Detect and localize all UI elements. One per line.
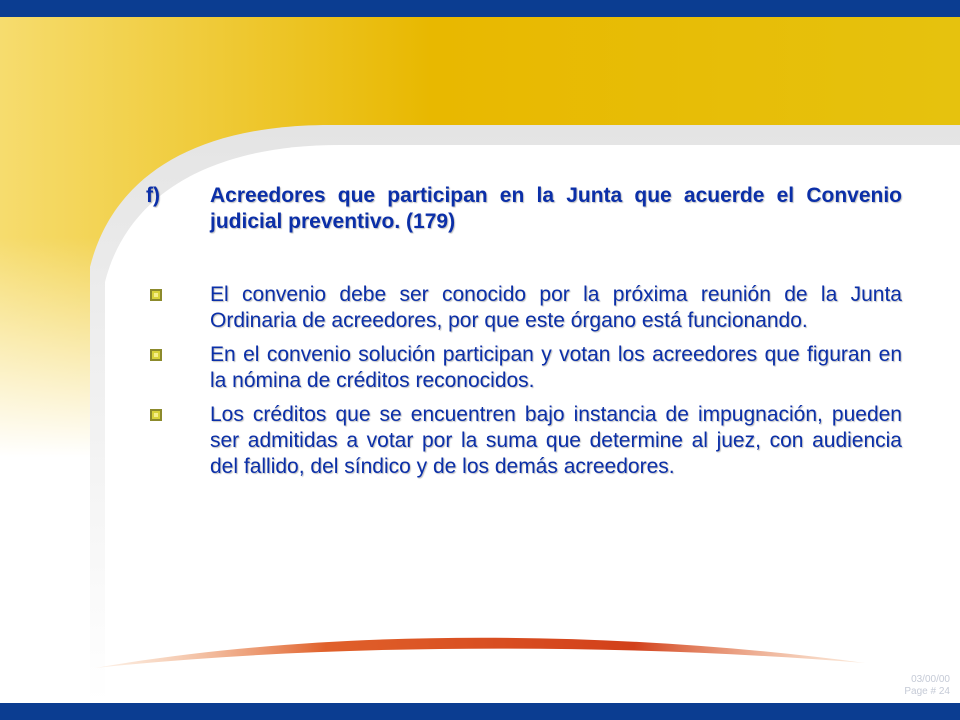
bullet-text: En el convenio solución participan y votan los acreedores que figuran en la nómina de créditos reconocidos. (210, 343, 902, 392)
bullet-item (146, 402, 902, 480)
bullet-item (146, 282, 902, 334)
heading (140, 183, 902, 235)
top-frame-bar (0, 0, 960, 17)
bullet-item (146, 342, 902, 394)
bullet-text: Los créditos que se encuentren bajo instancia de impugnación, pueden ser admitidas a votar por la suma que determine al juez, con audiencia del fallido, del síndico y de los demás acreedores. (210, 403, 902, 478)
footer-page-number: Page # 24 (904, 686, 950, 697)
footer (904, 674, 950, 698)
square-bullet-icon (146, 282, 210, 334)
heading-marker: f) (146, 184, 160, 207)
bullet-list (146, 282, 902, 488)
footer-date: 03/00/00 (911, 674, 950, 685)
square-bullet-icon (146, 342, 210, 394)
bottom-frame-bar (0, 703, 960, 720)
bullet-text: El convenio debe ser conocido por la próxima reunión de la Junta Ordinaria de acreedores, por que este órgano está funcionando. (210, 283, 902, 332)
square-bullet-icon (146, 402, 210, 480)
heading-text: Acreedores que participan en la Junta que acuerde el Convenio judicial preventivo. (179) (210, 184, 902, 233)
